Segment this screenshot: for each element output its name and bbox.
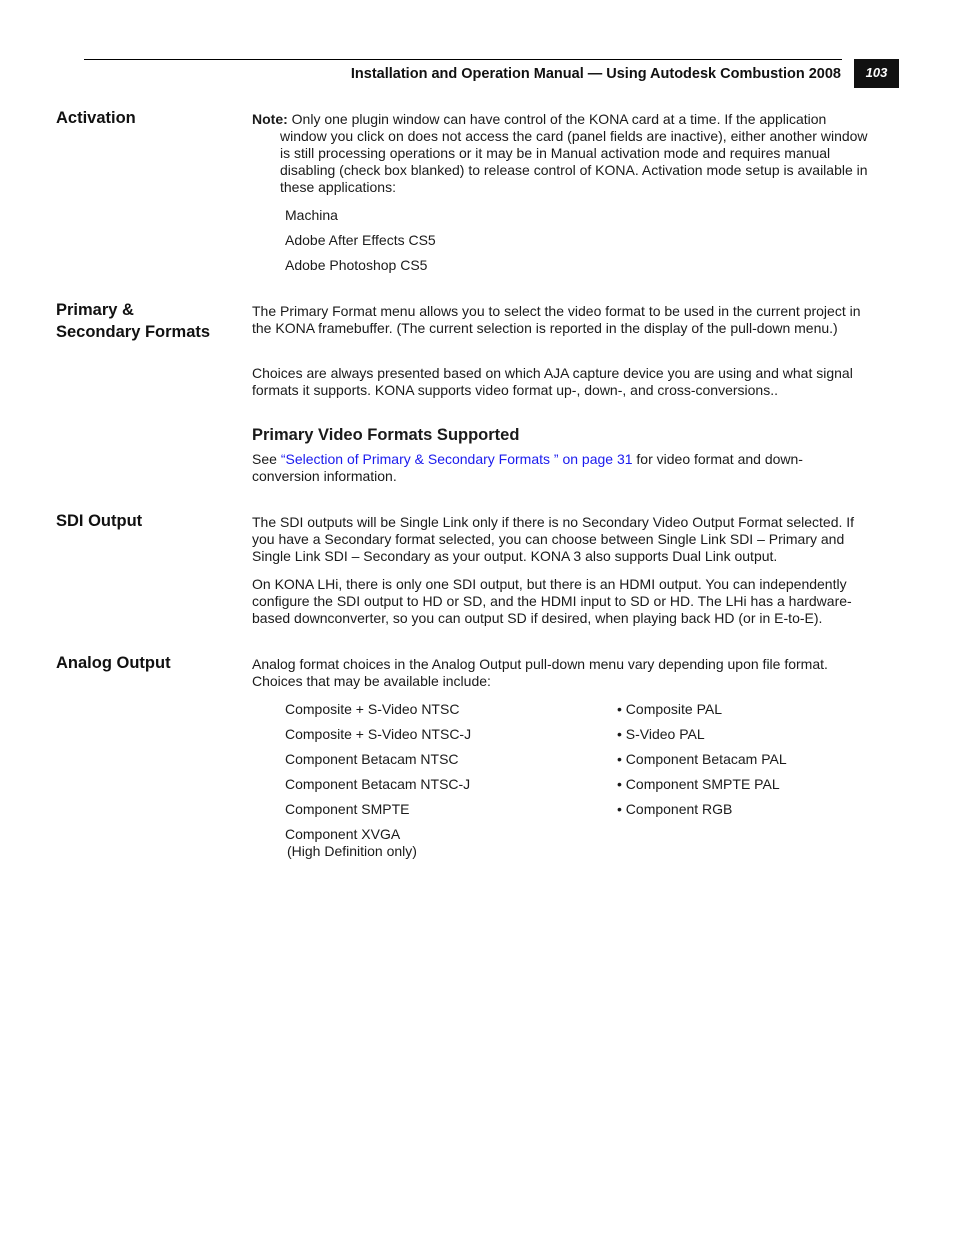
formats-heading-line2: Secondary Formats <box>56 323 211 341</box>
formats-heading <box>56 299 210 343</box>
formats-see-paragraph <box>252 451 842 485</box>
page-number: 103 <box>854 59 899 88</box>
formats-heading-line1: Primary & <box>56 301 134 319</box>
see-prefix: See <box>252 451 281 467</box>
note-paragraph <box>252 111 872 196</box>
app-list-item: Machina <box>285 207 338 223</box>
primary-video-formats-subheading: Primary Video Formats Supported <box>252 426 520 444</box>
analog-option: • Component SMPTE PAL <box>617 776 780 792</box>
formats-para1: The Primary Format menu allows you to select the video format to be used in the current project in the KONA framebuffer. (The current selection is reported in the display of the pull-down menu.) <box>252 303 861 336</box>
note-label: Note: <box>252 111 288 127</box>
formats-para2: Choices are always presented based on which AJA capture device you are using and what signal formats it supports. KONA supports video format up-, down-, and cross-conversions.. <box>252 365 853 398</box>
analog-option: Composite + S-Video NTSC <box>285 701 460 717</box>
analog-option: Component Betacam NTSC-J <box>285 776 471 792</box>
sdi-para2: On KONA LHi, there is only one SDI output, but there is an HDMI output. You can independently configure the SDI output to HD or SD, and the HDMI input to SD or HD. The LHi has a hardware-based downconverter, so you can output SD if desired, when playing back HD (or in E-to-E). <box>252 576 852 626</box>
note-text: Only one plugin window can have control of the KONA card at a time. If the application window you click on does not access the card (panel fields are inactive), either another window is still processing operations or it may be in Manual activation mode and requires manual disabling (check box blanked) to release control of KONA. Activation mode setup is available in these applications: <box>280 111 868 195</box>
activation-heading: Activation <box>56 109 136 127</box>
analog-option: • Composite PAL <box>617 701 723 717</box>
see-suffix: for video format and down-conversion information. <box>252 451 803 484</box>
analog-option: • Component RGB <box>617 801 733 817</box>
analog-output-heading: Analog Output <box>56 654 171 672</box>
sdi-output-heading: SDI Output <box>56 512 143 530</box>
header-rule <box>84 59 842 60</box>
analog-option-note: (High Definition only) <box>287 843 417 859</box>
selection-formats-link[interactable]: “Selection of Primary & Secondary Formats ” on page 31 <box>280 451 633 467</box>
analog-option: Component SMPTE <box>285 801 410 817</box>
analog-option: • S-Video PAL <box>617 726 705 742</box>
analog-option: Component Betacam NTSC <box>285 751 459 767</box>
activation-note <box>252 111 872 196</box>
sdi-para1: The SDI outputs will be Single Link only if there is no Secondary Video Output Format selected. If you have a Secondary format selected, you can choose between Single Link SDI – Primary and Single Link SDI – Secondary as your output. KONA 3 also supports Dual Link output. <box>252 514 855 564</box>
app-list-item: Adobe Photoshop CS5 <box>285 257 428 273</box>
analog-option: • Component Betacam PAL <box>617 751 787 767</box>
app-list-item: Adobe After Effects CS5 <box>285 232 436 248</box>
analog-option: Composite + S-Video NTSC-J <box>285 726 472 742</box>
analog-para1: Analog format choices in the Analog Output pull-down menu vary depending upon file format. Choices that may be available include: <box>252 656 828 689</box>
running-header: Installation and Operation Manual — Using Autodesk Combustion 2008 <box>350 66 841 82</box>
analog-option: Component XVGA <box>285 826 401 842</box>
